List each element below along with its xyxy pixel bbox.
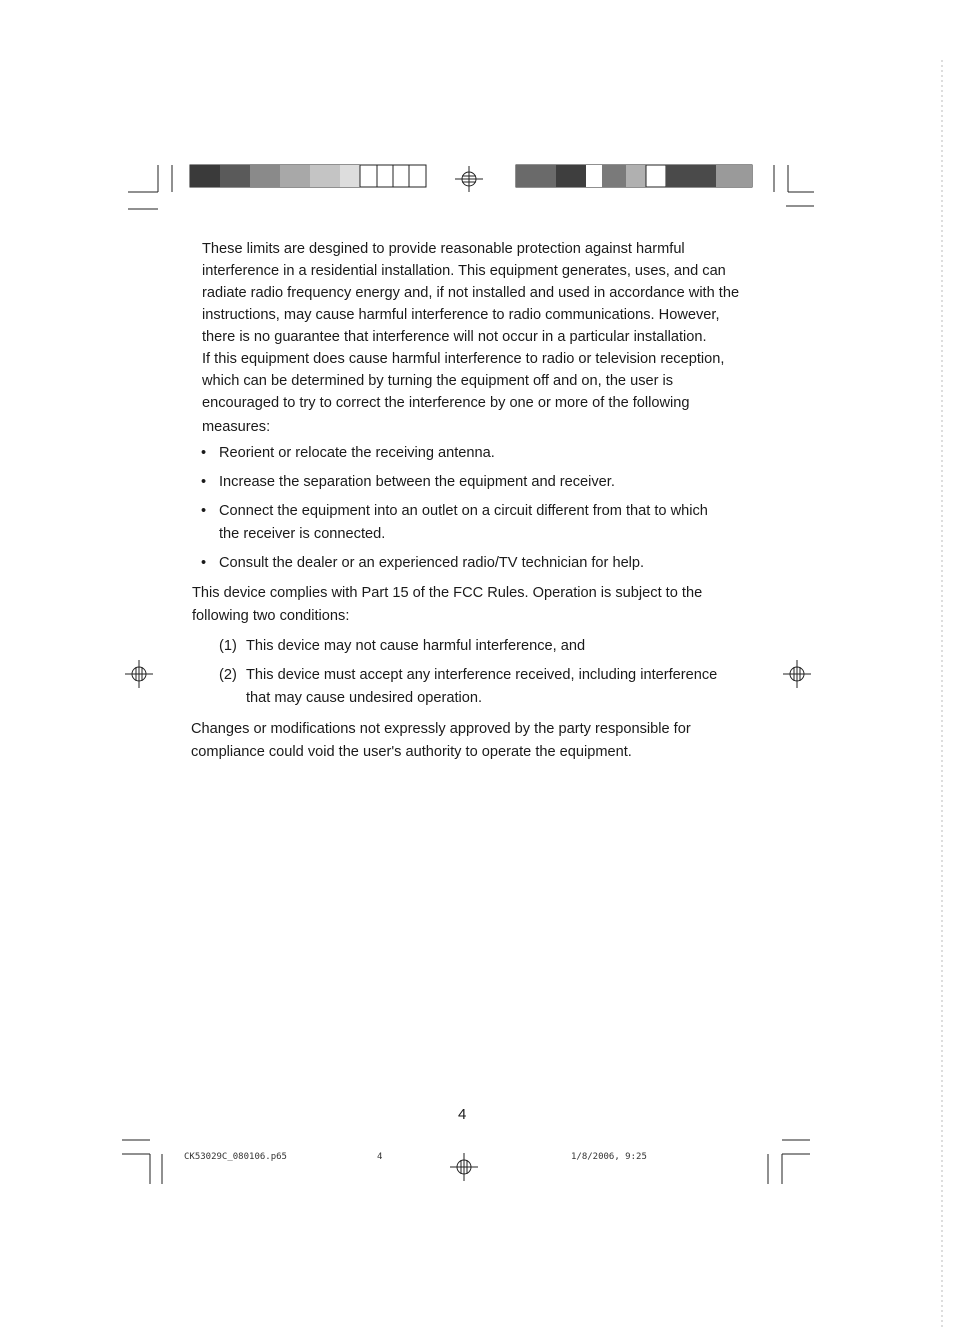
color-bar-right <box>516 165 752 187</box>
changes-paragraph <box>191 718 731 764</box>
slug-page: 4 <box>377 1152 383 1162</box>
intro-line: These limits are desgined to provide reasonable protection against harmful <box>202 241 685 257</box>
intro-line: encouraged to try to correct the interference by one or more of the following <box>202 395 690 411</box>
bullet-icon: • <box>201 555 207 571</box>
list-item <box>201 500 741 546</box>
list-item <box>201 471 741 494</box>
fcc-line: following two conditions: <box>192 608 350 624</box>
registration-mark-bottom <box>450 1153 478 1181</box>
slug-filename: CK53029C_080106.p65 <box>184 1152 287 1162</box>
bullet-text: Increase the separation between the equipment and receiver. <box>219 474 615 490</box>
intro-line: which can be determined by turning the equipment off and on, the user is <box>202 373 674 389</box>
condition-number: (2) <box>219 667 237 683</box>
crop-mark-bottom-left <box>122 1140 162 1184</box>
intro-paragraph <box>202 238 740 438</box>
condition-text: This device must accept any interference received, including interference <box>246 667 718 683</box>
bullet-icon: • <box>201 445 207 461</box>
list-item <box>201 442 741 465</box>
bullet-text: the receiver is connected. <box>219 526 386 542</box>
changes-line: Changes or modifications not expressly approved by the party responsible for <box>191 721 691 737</box>
condition-text: This device may not cause harmful interference, and <box>246 638 586 654</box>
changes-line: compliance could void the user's authority to operate the equipment. <box>191 744 632 760</box>
condition-text: that may cause undesired operation. <box>246 690 483 706</box>
registration-mark-left <box>125 660 153 688</box>
bullet-text: Reorient or relocate the receiving antenna. <box>219 445 495 461</box>
intro-line: there is no guarantee that interference will not occur in a particular installation. <box>202 329 707 345</box>
color-bar-left <box>190 165 426 187</box>
page-number: 4 <box>458 1106 467 1123</box>
intro-line: radiate radio frequency energy and, if not installed and used in accordance with the <box>202 285 740 301</box>
bullet-icon: • <box>201 503 207 519</box>
intro-line: instructions, may cause harmful interference to radio communications. However, <box>202 307 720 323</box>
intro-line: If this equipment does cause harmful interference to radio or television reception, <box>202 351 725 367</box>
crop-mark-top-right <box>774 165 814 206</box>
registration-mark-top <box>455 166 483 192</box>
intro-line: measures: <box>202 419 271 435</box>
list-item <box>201 552 741 575</box>
bullet-text: Connect the equipment into an outlet on a circuit different from that to which <box>219 503 708 519</box>
fcc-line: This device complies with Part 15 of the FCC Rules. Operation is subject to the <box>192 585 703 601</box>
condition-item <box>219 635 739 658</box>
intro-line: interference in a residential installation. This equipment generates, uses, and can <box>202 263 726 279</box>
slug-datetime: 1/8/2006, 9:25 <box>571 1152 647 1162</box>
bullet-icon: • <box>201 474 207 490</box>
crop-mark-top-left <box>128 165 172 209</box>
crop-mark-bottom-right <box>768 1140 810 1184</box>
bullet-text: Consult the dealer or an experienced radio/TV technician for help. <box>219 555 645 571</box>
condition-item <box>219 664 739 710</box>
condition-number: (1) <box>219 638 237 654</box>
registration-mark-right <box>783 660 811 688</box>
fcc-paragraph <box>192 582 732 628</box>
